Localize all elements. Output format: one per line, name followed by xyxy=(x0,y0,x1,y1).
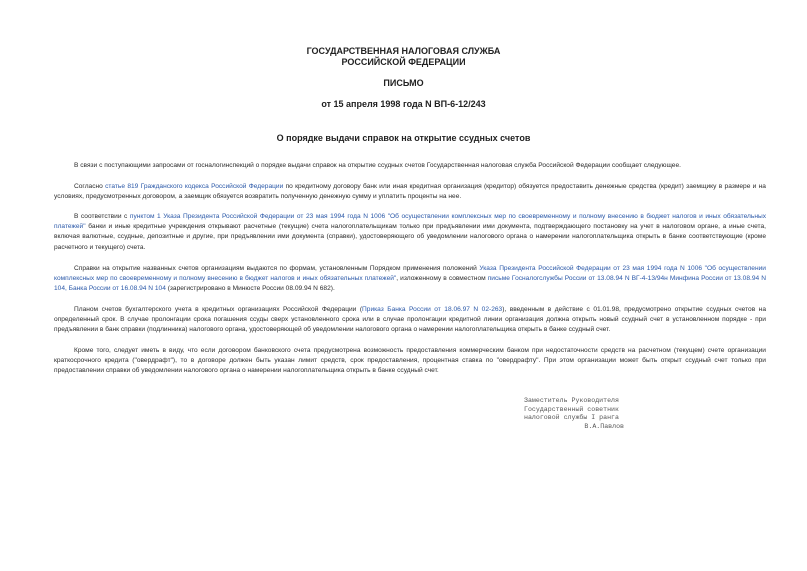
signature-name: В.А.Павлов xyxy=(584,422,624,430)
paragraph-3 xyxy=(54,212,766,253)
paragraph-2-text-b: по кредитному договору банк или иная кредитная организация (кредитор) обязуется предоставить денежные средства (кредит) заемщику в размере и на условиях, предусмотренных договором, а заемщик обязуется возвратить полученную денежную сумму и уплатить проценты на нее. xyxy=(54,183,766,201)
signature-rank-line2: налоговой службы I ранга xyxy=(524,414,619,422)
link-presidential-decree-1006[interactable]: Указа Президента Российской Федерации от 23 мая 1994 года N 1006 "Об осуществлении комплексных мер по своевременному и полному внесению в бюджет налогов и иных обязательных платежей" xyxy=(54,265,766,283)
document-type: ПИСЬМО xyxy=(383,78,424,88)
paragraph-4 xyxy=(54,264,766,295)
paragraph-5-text-a: Планом счетов бухгалтерского учета в кредитных организациях Российской Федерации ( xyxy=(74,306,363,313)
agency-name-line1: ГОСУДАРСТВЕННАЯ НАЛОГОВАЯ СЛУЖБА xyxy=(306,46,501,56)
signature-position: Заместитель Руководителя xyxy=(524,397,619,404)
paragraph-6 xyxy=(54,346,766,377)
paragraph-2 xyxy=(54,182,766,202)
paragraph-4-text-b: , изложенному в совместном xyxy=(396,275,488,283)
signature-rank-line1: Государственный советник xyxy=(524,405,619,413)
signature-block xyxy=(524,397,624,431)
link-joint-letter-tax-service[interactable]: письме Госналогслужбы России от 13.08.94 N ВГ-4-13/94н Минфина России от 13.08.94 N 104, Банка России от 16.08.94 N 104 xyxy=(54,275,766,293)
paragraph-4-text-c: (зарегистрировано в Минюсте России 08.09.94 N 682). xyxy=(165,285,335,293)
paragraph-3-text-b: банки и иные кредитные учреждения открывают расчетные (текущие) счета налогоплательщикам только при предъявлении ими документа, подтверждающего постановку на учет в налоговом органе, а иные счета, включая валютные, ссудные, депозитные и другие, при предъявлении ими документа (справки), удостоверяющего об уведомлении налогового органа о намерении налогоплательщика открыть в банке соответствующие (кроме расчетного и текущего) счета. xyxy=(54,223,766,251)
paragraph-3-text-a: В соответствии с xyxy=(74,213,130,220)
paragraph-5-text-b: ), введенным в действие с 01.01.98, предусмотрено открытие ссудных счетов на определенный срок. В случае пролонгации срока погашения ссуды сверх установленного срока или в случае пролонгации кредитной линии организация должна открыть новый ссудный счет в установленном порядке - при предъявлении в банк справки (подлинника) налогового органа, удостоверяющей об уведомлении налогового органа о намерении налогоплательщика открыть в банке ссудный счет. xyxy=(54,306,766,334)
paragraph-2-text-a: Согласно xyxy=(74,183,106,190)
paragraph-1 xyxy=(54,161,766,171)
paragraph-6-text: Кроме того, следует иметь в виду, что если договором банковского счета предусмотрена возможность предоставления коммерческим банком при недостаточности средств на расчетном (текущем) счете организации краткосрочного кредита ("овердрафт"), то в договоре должен быть указан лимит средств, срок предоставления, процентная ставка по "овердрафту". При этом организации может быть открыт ссудный счет только при предоставлении справки об уведомлении налогового органа о намерении налогоплательщика открыть в банке ссудный счет. xyxy=(54,347,766,375)
link-civil-code-article-819[interactable]: статье 819 Гражданского кодекса Российской Федерации xyxy=(105,183,284,190)
link-presidential-decree-1006-item-1[interactable]: пунктом 1 Указа Президента Российской Федерации от 23 мая 1994 года N 1006 "Об осуществлении комплексных мер по своевременному и полному внесению в бюджет налогов и иных обязательных платежей" xyxy=(54,213,767,231)
document-date-number: от 15 апреля 1998 года N ВП-6-12/243 xyxy=(321,99,486,109)
document-title: О порядке выдачи справок на открытие ссудных счетов xyxy=(276,133,531,143)
paragraph-5 xyxy=(54,305,766,336)
link-central-bank-order[interactable]: Приказ Банка России от 18.06.97 N 02-263 xyxy=(362,306,503,313)
paragraph-1-text: В связи с поступающими запросами от госналогинспекций о порядке выдачи справок на открытие ссудных счетов Государственная налоговая служба Российской Федерации сообщает следующее. xyxy=(74,162,681,169)
agency-name-line2: РОССИЙСКОЙ ФЕДЕРАЦИИ xyxy=(341,57,466,67)
paragraph-4-text-a: Справки на открытие названных счетов организациям выдаются по формам, установленным Порядком применения положений xyxy=(74,265,480,272)
